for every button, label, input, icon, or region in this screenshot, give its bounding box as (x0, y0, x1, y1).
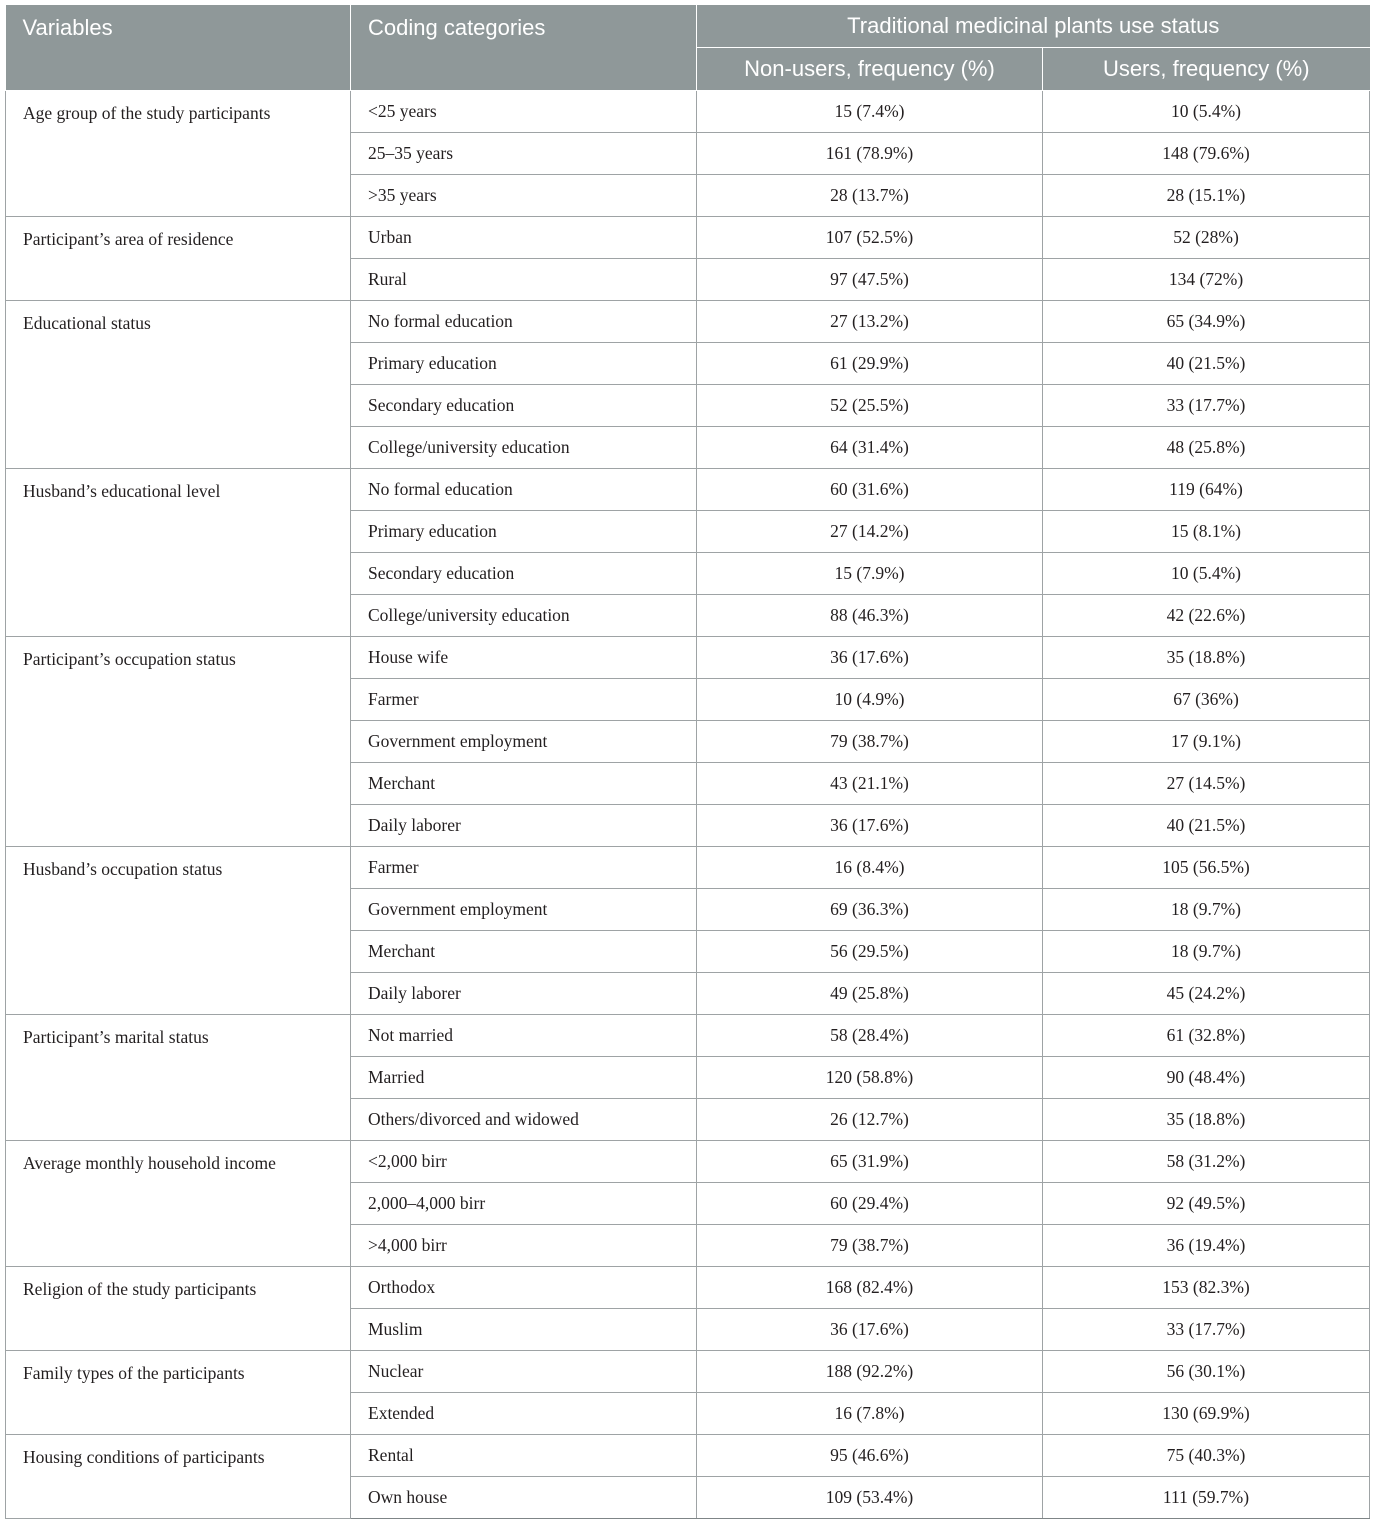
users-cell: 48 (25.8%) (1043, 427, 1370, 469)
header-variables: Variables (6, 5, 351, 91)
non-users-cell: 16 (7.8%) (697, 1393, 1043, 1435)
users-cell: 28 (15.1%) (1043, 175, 1370, 217)
category-cell: >35 years (351, 175, 697, 217)
data-table (5, 5, 1370, 1519)
users-cell: 45 (24.2%) (1043, 973, 1370, 1015)
category-cell: Daily laborer (351, 805, 697, 847)
users-cell: 56 (30.1%) (1043, 1351, 1370, 1393)
category-cell: No formal education (351, 301, 697, 343)
users-cell: 134 (72%) (1043, 259, 1370, 301)
non-users-cell: 79 (38.7%) (697, 1225, 1043, 1267)
users-cell: 105 (56.5%) (1043, 847, 1370, 889)
users-cell: 42 (22.6%) (1043, 595, 1370, 637)
variable-cell: Family types of the participants (6, 1351, 351, 1435)
category-cell: Farmer (351, 679, 697, 721)
header-coding-categories: Coding categories (351, 5, 697, 91)
users-cell: 33 (17.7%) (1043, 1309, 1370, 1351)
users-cell: 40 (21.5%) (1043, 805, 1370, 847)
non-users-cell: 109 (53.4%) (697, 1477, 1043, 1519)
non-users-cell: 56 (29.5%) (697, 931, 1043, 973)
category-cell: Government employment (351, 721, 697, 763)
category-cell: 25–35 years (351, 133, 697, 175)
non-users-cell: 88 (46.3%) (697, 595, 1043, 637)
users-cell: 36 (19.4%) (1043, 1225, 1370, 1267)
category-cell: Primary education (351, 343, 697, 385)
variable-cell: Husband’s occupation status (6, 847, 351, 1015)
non-users-cell: 36 (17.6%) (697, 637, 1043, 679)
non-users-cell: 60 (29.4%) (697, 1183, 1043, 1225)
non-users-cell: 27 (14.2%) (697, 511, 1043, 553)
non-users-cell: 28 (13.7%) (697, 175, 1043, 217)
users-cell: 52 (28%) (1043, 217, 1370, 259)
category-cell: <2,000 birr (351, 1141, 697, 1183)
category-cell: Rural (351, 259, 697, 301)
users-cell: 10 (5.4%) (1043, 91, 1370, 133)
variable-cell: Average monthly household income (6, 1141, 351, 1267)
users-cell: 153 (82.3%) (1043, 1267, 1370, 1309)
table-row (6, 847, 1370, 889)
non-users-cell: 15 (7.4%) (697, 91, 1043, 133)
variable-cell: Age group of the study participants (6, 91, 351, 217)
table-row (6, 1351, 1370, 1393)
non-users-cell: 69 (36.3%) (697, 889, 1043, 931)
category-cell: Extended (351, 1393, 697, 1435)
non-users-cell: 60 (31.6%) (697, 469, 1043, 511)
users-cell: 75 (40.3%) (1043, 1435, 1370, 1477)
table-row (6, 301, 1370, 343)
non-users-cell: 15 (7.9%) (697, 553, 1043, 595)
category-cell: Urban (351, 217, 697, 259)
users-cell: 58 (31.2%) (1043, 1141, 1370, 1183)
non-users-cell: 49 (25.8%) (697, 973, 1043, 1015)
table-row (6, 469, 1370, 511)
non-users-cell: 161 (78.9%) (697, 133, 1043, 175)
non-users-cell: 43 (21.1%) (697, 763, 1043, 805)
table-row (6, 1435, 1370, 1477)
variable-cell: Husband’s educational level (6, 469, 351, 637)
non-users-cell: 107 (52.5%) (697, 217, 1043, 259)
users-cell: 15 (8.1%) (1043, 511, 1370, 553)
category-cell: Not married (351, 1015, 697, 1057)
non-users-cell: 188 (92.2%) (697, 1351, 1043, 1393)
variable-cell: Participant’s occupation status (6, 637, 351, 847)
non-users-cell: 58 (28.4%) (697, 1015, 1043, 1057)
category-cell: Secondary education (351, 385, 697, 427)
users-cell: 27 (14.5%) (1043, 763, 1370, 805)
users-cell: 40 (21.5%) (1043, 343, 1370, 385)
category-cell: Merchant (351, 931, 697, 973)
non-users-cell: 120 (58.8%) (697, 1057, 1043, 1099)
non-users-cell: 95 (46.6%) (697, 1435, 1043, 1477)
users-cell: 35 (18.8%) (1043, 637, 1370, 679)
variable-cell: Participant’s area of residence (6, 217, 351, 301)
users-cell: 148 (79.6%) (1043, 133, 1370, 175)
users-cell: 67 (36%) (1043, 679, 1370, 721)
category-cell: House wife (351, 637, 697, 679)
category-cell: Muslim (351, 1309, 697, 1351)
category-cell: Farmer (351, 847, 697, 889)
category-cell: Primary education (351, 511, 697, 553)
non-users-cell: 52 (25.5%) (697, 385, 1043, 427)
non-users-cell: 36 (17.6%) (697, 1309, 1043, 1351)
users-cell: 130 (69.9%) (1043, 1393, 1370, 1435)
category-cell: Government employment (351, 889, 697, 931)
users-cell: 35 (18.8%) (1043, 1099, 1370, 1141)
users-cell: 119 (64%) (1043, 469, 1370, 511)
category-cell: Married (351, 1057, 697, 1099)
category-cell: Merchant (351, 763, 697, 805)
users-cell: 18 (9.7%) (1043, 889, 1370, 931)
category-cell: No formal education (351, 469, 697, 511)
non-users-cell: 16 (8.4%) (697, 847, 1043, 889)
variable-cell: Religion of the study participants (6, 1267, 351, 1351)
table-row (6, 1015, 1370, 1057)
users-cell: 61 (32.8%) (1043, 1015, 1370, 1057)
table-row (6, 217, 1370, 259)
category-cell: 2,000–4,000 birr (351, 1183, 697, 1225)
category-cell: Secondary education (351, 553, 697, 595)
table-header (6, 5, 1370, 91)
header-group-title: Traditional medicinal plants use status (697, 5, 1370, 48)
non-users-cell: 10 (4.9%) (697, 679, 1043, 721)
category-cell: College/university education (351, 595, 697, 637)
non-users-cell: 97 (47.5%) (697, 259, 1043, 301)
table-row (6, 1267, 1370, 1309)
users-cell: 92 (49.5%) (1043, 1183, 1370, 1225)
table-body (6, 91, 1370, 1519)
non-users-cell: 65 (31.9%) (697, 1141, 1043, 1183)
category-cell: College/university education (351, 427, 697, 469)
users-cell: 65 (34.9%) (1043, 301, 1370, 343)
non-users-cell: 168 (82.4%) (697, 1267, 1043, 1309)
users-cell: 111 (59.7%) (1043, 1477, 1370, 1519)
non-users-cell: 36 (17.6%) (697, 805, 1043, 847)
category-cell: Others/divorced and widowed (351, 1099, 697, 1141)
variable-cell: Housing conditions of participants (6, 1435, 351, 1519)
non-users-cell: 27 (13.2%) (697, 301, 1043, 343)
non-users-cell: 61 (29.9%) (697, 343, 1043, 385)
table-row (6, 637, 1370, 679)
users-cell: 10 (5.4%) (1043, 553, 1370, 595)
variable-cell: Participant’s marital status (6, 1015, 351, 1141)
table-row (6, 1141, 1370, 1183)
non-users-cell: 79 (38.7%) (697, 721, 1043, 763)
category-cell: Own house (351, 1477, 697, 1519)
category-cell: <25 years (351, 91, 697, 133)
category-cell: Daily laborer (351, 973, 697, 1015)
table-row (6, 91, 1370, 133)
header-non-users: Non-users, frequency (%) (697, 48, 1043, 91)
non-users-cell: 26 (12.7%) (697, 1099, 1043, 1141)
category-cell: Orthodox (351, 1267, 697, 1309)
category-cell: Nuclear (351, 1351, 697, 1393)
users-cell: 33 (17.7%) (1043, 385, 1370, 427)
users-cell: 90 (48.4%) (1043, 1057, 1370, 1099)
variable-cell: Educational status (6, 301, 351, 469)
category-cell: >4,000 birr (351, 1225, 697, 1267)
category-cell: Rental (351, 1435, 697, 1477)
users-cell: 17 (9.1%) (1043, 721, 1370, 763)
users-cell: 18 (9.7%) (1043, 931, 1370, 973)
non-users-cell: 64 (31.4%) (697, 427, 1043, 469)
header-users: Users, frequency (%) (1043, 48, 1370, 91)
